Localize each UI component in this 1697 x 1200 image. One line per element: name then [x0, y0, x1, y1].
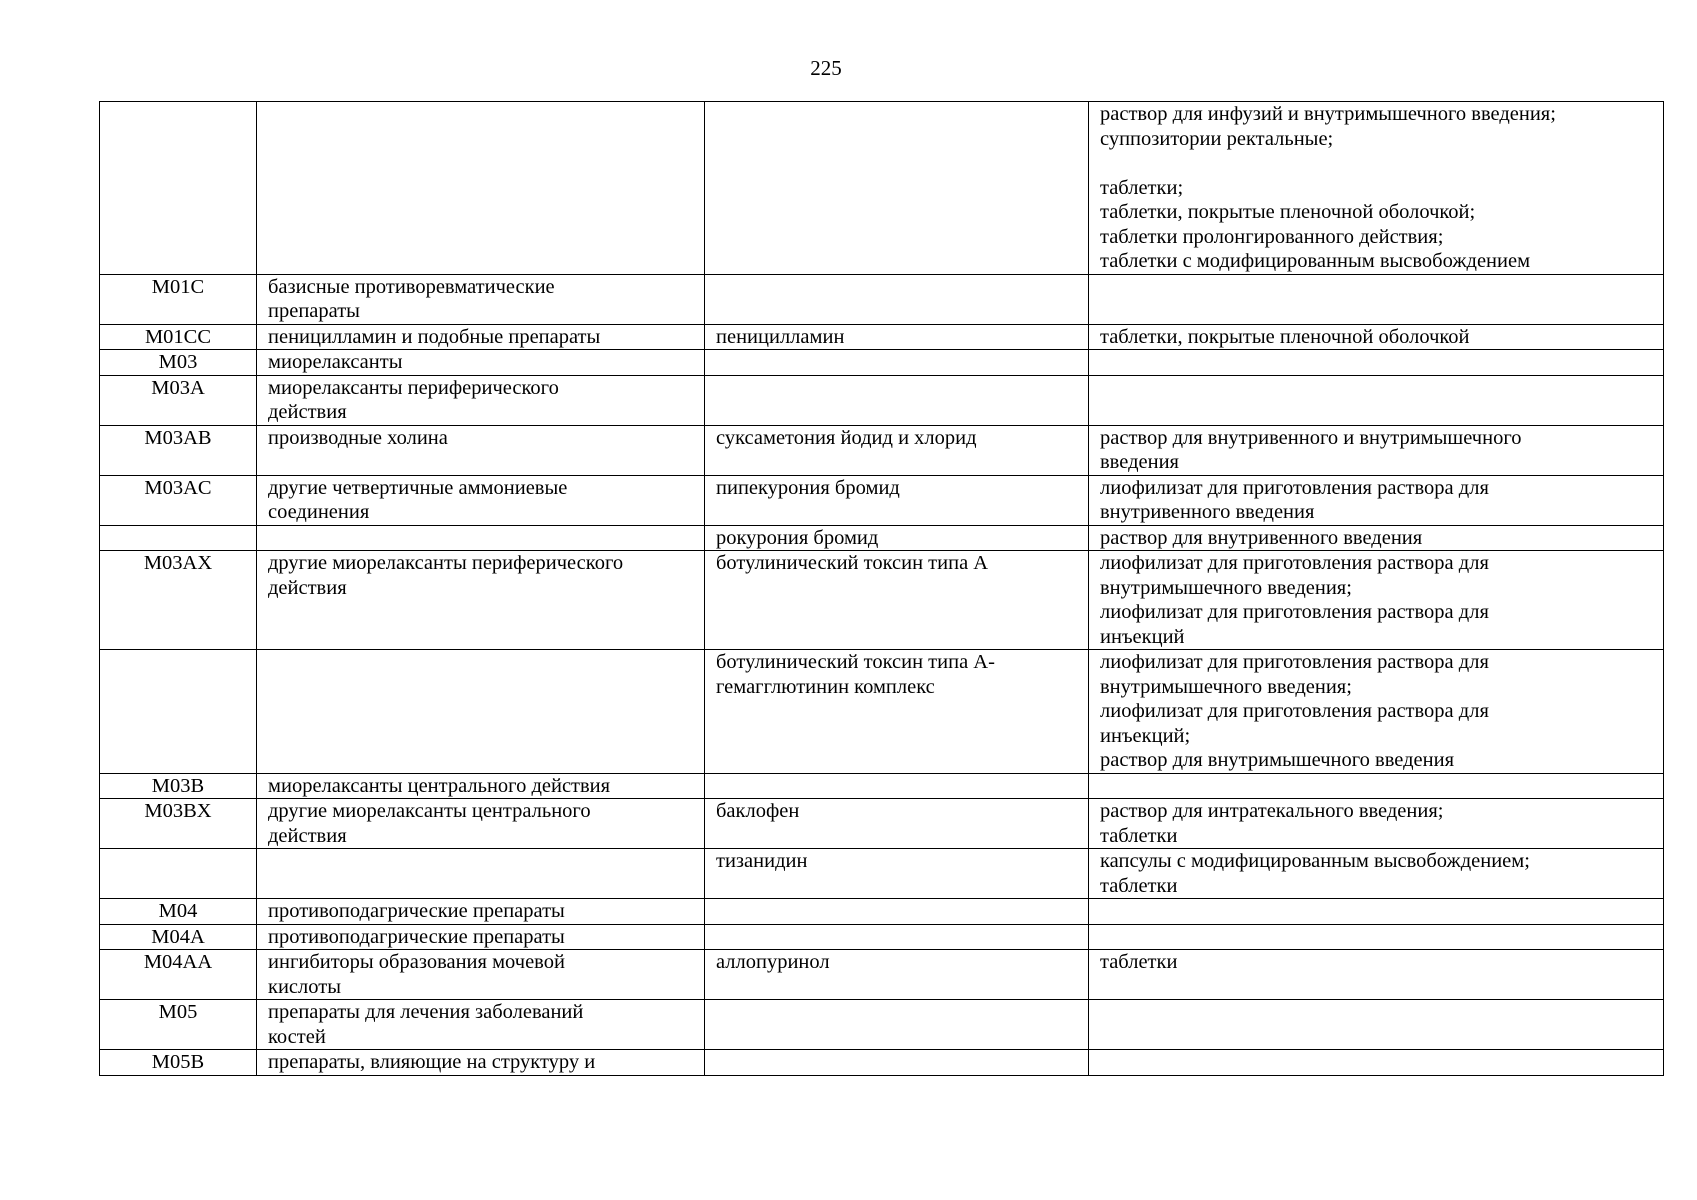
group-name-cell: другие миорелаксанты центрального действия [257, 799, 705, 849]
table-row [100, 350, 1664, 376]
substance-name-cell [705, 899, 1089, 925]
group-name-cell [257, 525, 705, 551]
dosage-forms-cell: капсулы с модифицированным высвобождением; таблетки [1089, 849, 1664, 899]
atc-code-cell: M03AX [100, 551, 257, 650]
group-name-cell [257, 650, 705, 774]
table-row [100, 1050, 1664, 1076]
dosage-forms-cell: раствор для интратекального введения; таблетки [1089, 799, 1664, 849]
dosage-forms-cell: лиофилизат для приготовления раствора для внутримышечного введения; лиофилизат для приготовления раствора для инъекций [1089, 551, 1664, 650]
group-name-cell: противоподагрические препараты [257, 924, 705, 950]
dosage-forms-cell [1089, 1050, 1664, 1076]
medication-table [99, 101, 1664, 1076]
dosage-forms-cell: таблетки [1089, 950, 1664, 1000]
atc-code-cell: M03AC [100, 475, 257, 525]
medication-table-body [100, 102, 1664, 1076]
substance-name-cell: рокурония бромид [705, 525, 1089, 551]
dosage-forms-cell: лиофилизат для приготовления раствора для внутривенного введения [1089, 475, 1664, 525]
group-name-cell: противоподагрические препараты [257, 899, 705, 925]
dosage-forms-cell: лиофилизат для приготовления раствора для внутримышечного введения; лиофилизат для приготовления раствора для инъекций; раствор для внутримышечного введения [1089, 650, 1664, 774]
substance-name-cell: тизанидин [705, 849, 1089, 899]
dosage-forms-cell: раствор для внутривенного и внутримышечного введения [1089, 425, 1664, 475]
group-name-cell: производные холина [257, 425, 705, 475]
substance-name-cell [705, 102, 1089, 275]
substance-name-cell: суксаметония йодид и хлорид [705, 425, 1089, 475]
atc-code-cell: M05 [100, 1000, 257, 1050]
dosage-forms-cell: раствор для инфузий и внутримышечного введения; суппозитории ректальные; таблетки; таблетки, покрытые пленочной оболочкой; таблетки пролонгированного действия; таблетки с модифицированным высвобождением [1089, 102, 1664, 275]
group-name-cell [257, 849, 705, 899]
atc-code-cell: M03 [100, 350, 257, 376]
dosage-forms-cell [1089, 773, 1664, 799]
group-name-cell: ингибиторы образования мочевой кислоты [257, 950, 705, 1000]
table-row [100, 525, 1664, 551]
table-row [100, 425, 1664, 475]
table-row [100, 274, 1664, 324]
group-name-cell: другие четвертичные аммониевые соединения [257, 475, 705, 525]
page-number: 225 [810, 56, 842, 80]
atc-code-cell: M05B [100, 1050, 257, 1076]
atc-code-cell: M04 [100, 899, 257, 925]
group-name-cell [257, 102, 705, 275]
dosage-forms-cell [1089, 274, 1664, 324]
table-row [100, 551, 1664, 650]
substance-name-cell [705, 375, 1089, 425]
table-row [100, 324, 1664, 350]
group-name-cell: миорелаксанты центрального действия [257, 773, 705, 799]
table-row [100, 799, 1664, 849]
table-row [100, 375, 1664, 425]
dosage-forms-cell [1089, 375, 1664, 425]
group-name-cell: препараты для лечения заболеваний костей [257, 1000, 705, 1050]
table-row [100, 950, 1664, 1000]
table-row [100, 1000, 1664, 1050]
substance-name-cell: аллопуринол [705, 950, 1089, 1000]
atc-code-cell [100, 849, 257, 899]
table-row [100, 102, 1664, 275]
table-row [100, 475, 1664, 525]
dosage-forms-cell: таблетки, покрытые пленочной оболочкой [1089, 324, 1664, 350]
substance-name-cell: ботулинический токсин типа A- гемагглютинин комплекс [705, 650, 1089, 774]
atc-code-cell: M01C [100, 274, 257, 324]
dosage-forms-cell [1089, 350, 1664, 376]
group-name-cell: базисные противоревматические препараты [257, 274, 705, 324]
table-row [100, 899, 1664, 925]
substance-name-cell: ботулинический токсин типа A [705, 551, 1089, 650]
dosage-forms-cell [1089, 1000, 1664, 1050]
atc-code-cell: M01CC [100, 324, 257, 350]
group-name-cell: пеницилламин и подобные препараты [257, 324, 705, 350]
dosage-forms-cell [1089, 899, 1664, 925]
atc-code-cell [100, 102, 257, 275]
substance-name-cell: баклофен [705, 799, 1089, 849]
atc-code-cell [100, 650, 257, 774]
substance-name-cell [705, 773, 1089, 799]
atc-code-cell: M03A [100, 375, 257, 425]
group-name-cell: миорелаксанты [257, 350, 705, 376]
atc-code-cell: M03BX [100, 799, 257, 849]
table-row [100, 773, 1664, 799]
substance-name-cell: пипекурония бромид [705, 475, 1089, 525]
atc-code-cell: M03AB [100, 425, 257, 475]
dosage-forms-cell [1089, 924, 1664, 950]
substance-name-cell [705, 1050, 1089, 1076]
dosage-forms-cell: раствор для внутривенного введения [1089, 525, 1664, 551]
substance-name-cell [705, 1000, 1089, 1050]
atc-code-cell [100, 525, 257, 551]
substance-name-cell [705, 274, 1089, 324]
substance-name-cell [705, 350, 1089, 376]
table-row [100, 650, 1664, 774]
atc-code-cell: M04A [100, 924, 257, 950]
substance-name-cell: пеницилламин [705, 324, 1089, 350]
table-row [100, 849, 1664, 899]
atc-code-cell: M04AA [100, 950, 257, 1000]
group-name-cell: препараты, влияющие на структуру и [257, 1050, 705, 1076]
group-name-cell: другие миорелаксанты периферического действия [257, 551, 705, 650]
group-name-cell: миорелаксанты периферического действия [257, 375, 705, 425]
table-row [100, 924, 1664, 950]
substance-name-cell [705, 924, 1089, 950]
atc-code-cell: M03B [100, 773, 257, 799]
